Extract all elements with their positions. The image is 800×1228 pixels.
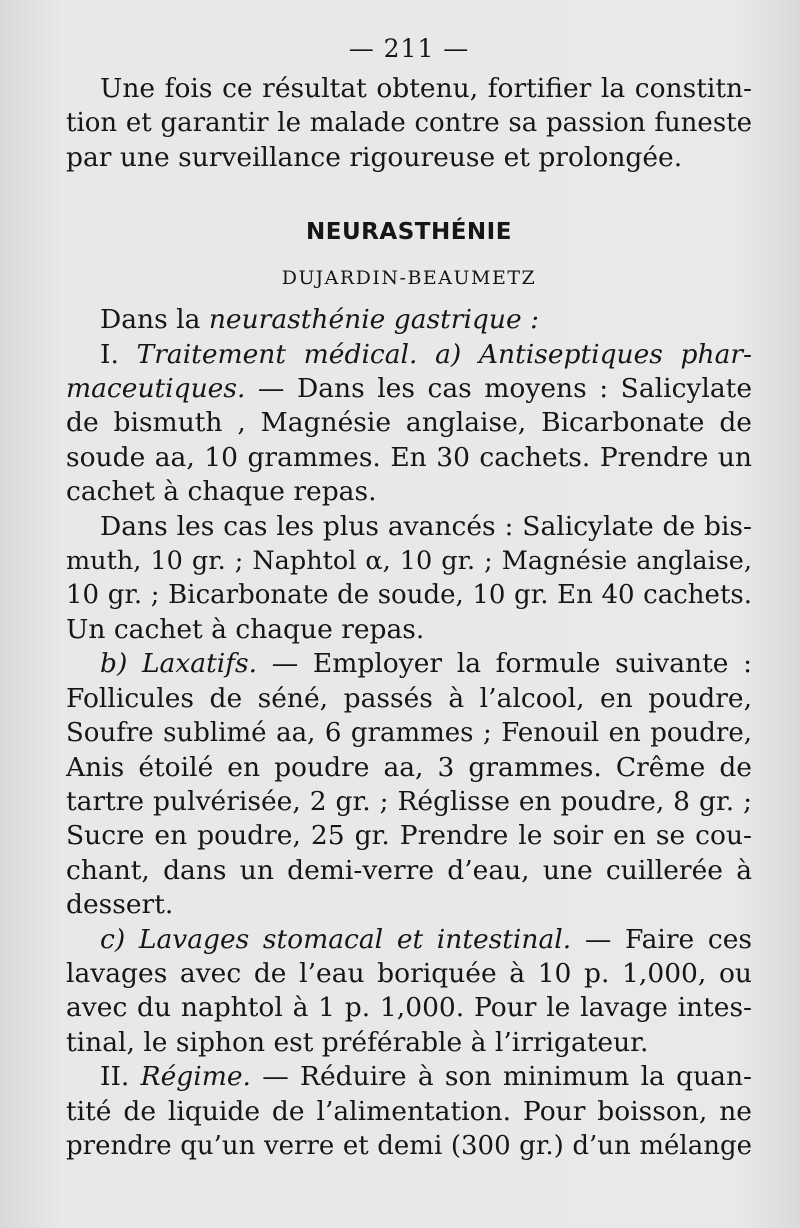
- text-line: Un cachet à chaque repas.: [66, 613, 425, 645]
- text-line: par une surveillance rigoureuse et prolongée.: [66, 141, 683, 173]
- text-line: c) Lavages stomacal et intestinal. — Faire ces: [100, 923, 753, 955]
- text-line: soude aa, 10 grammes. En 30 cachets. Prendre un: [66, 441, 752, 473]
- text-line: b) Laxatifs. — Employer la formule suivante :: [100, 648, 752, 680]
- text-line: Dans la neurasthénie gastrique :: [100, 304, 539, 336]
- text-line: tinal, le siphon est préférable à l’irrigateur.: [66, 1026, 649, 1058]
- text-line: cachet à chaque repas.: [66, 476, 377, 508]
- text-line: maceutiques. — Dans les cas moyens : Salicylate: [66, 373, 752, 405]
- text-line: tité de liquide de l’alimentation. Pour boisson, ne: [66, 1095, 752, 1127]
- text-line: tion et garantir le malade contre sa passion funeste: [66, 108, 752, 139]
- text-line: Soufre sublimé aa, 6 grammes ; Fenouil en poudre,: [66, 718, 752, 749]
- text-line: lavages avec de l’eau boriquée à 10 p. 1,000, ou: [66, 957, 752, 989]
- text-line: Anis étoilé en poudre aa, 3 grammes. Crême de: [66, 751, 752, 783]
- page-number: — 211 —: [348, 34, 470, 63]
- text-line: 10 gr. ; Bicarbonate de soude, 10 gr. En 40 cachets.: [66, 580, 752, 611]
- text-line: avec du naphtol à 1 p. 1,000. Pour le lavage intes-: [66, 992, 752, 1024]
- text-line: Dans les cas les plus avancés : Salicylate de bis-: [100, 510, 752, 542]
- section-heading: NEURASTHÉNIE: [306, 219, 512, 246]
- text-line: de bismuth , Magnésie anglaise, Bicarbonate de: [66, 407, 752, 439]
- text-line: dessert.: [66, 889, 174, 921]
- text-line: prendre qu’un verre et demi (300 gr.) d’un mélange: [66, 1130, 752, 1161]
- text-line: muth, 10 gr. ; Naphtol α, 10 gr. ; Magnésie anglaise,: [66, 546, 752, 577]
- author-name: DUJARDIN-BEAUMETZ: [281, 267, 537, 290]
- text-line: Sucre en poudre, 25 gr. Prendre le soir en se cou-: [66, 820, 752, 852]
- text-line: chant, dans un demi-verre d’eau, une cuillerée à: [66, 854, 752, 886]
- text-line: II. Régime. — Réduire à son minimum la quan-: [100, 1061, 752, 1093]
- text-line: tartre pulvérisée, 2 gr. ; Réglisse en poudre, 8 gr. ;: [66, 785, 752, 817]
- text-line: Une fois ce résultat obtenu, fortifier la constitn-: [100, 73, 752, 104]
- text-line: I. Traitement médical. a) Antiseptiques phar-: [100, 338, 752, 370]
- text-line: Follicules de séné, passés à l’alcool, en poudre,: [66, 682, 752, 714]
